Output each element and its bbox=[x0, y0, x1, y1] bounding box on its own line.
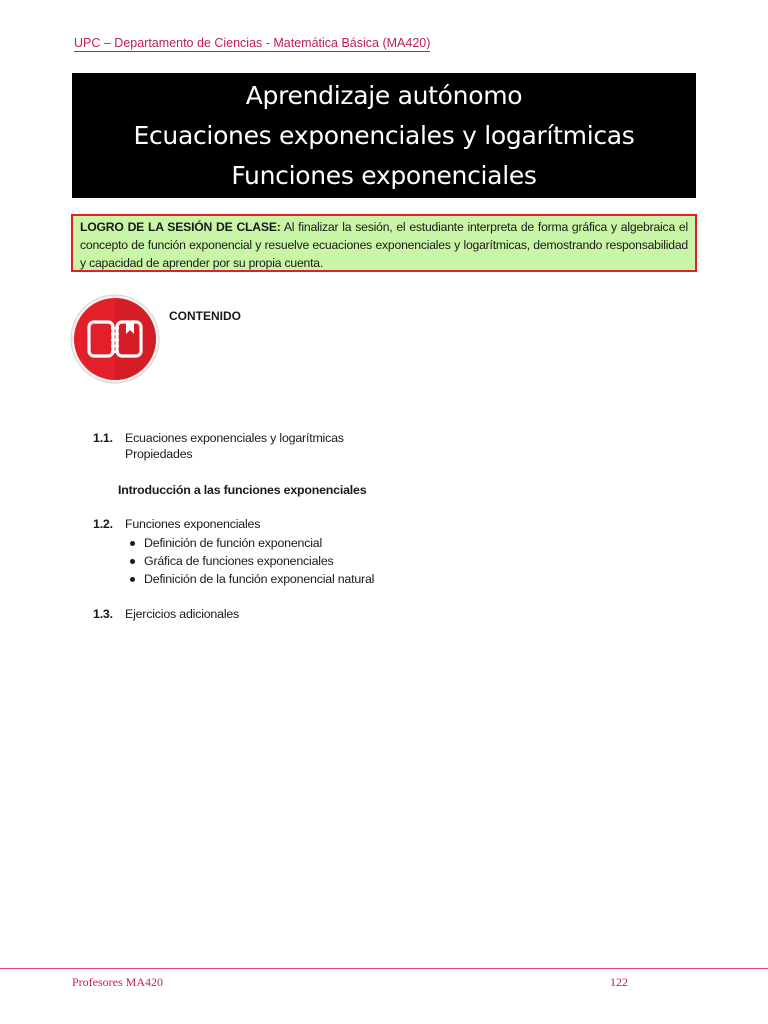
book-icon bbox=[70, 294, 160, 384]
section-title: Funciones exponenciales bbox=[125, 517, 261, 531]
list-item bbox=[128, 534, 374, 552]
bullet-icon bbox=[130, 541, 135, 546]
footer-divider bbox=[0, 968, 768, 969]
session-goal-text: Al finalizar la sesión, el estudiante interpreta de forma gráfica y algebraica el concepto de función exponencial y resuelve ecuaciones exponenciales y logarítmicas, demostrando responsabilidad y capacidad de aprender por su propia cuenta. bbox=[80, 220, 689, 270]
bullet-icon bbox=[130, 577, 135, 582]
section-1-1-sub: Propiedades bbox=[125, 447, 193, 461]
page-header: UPC – Departamento de Ciencias - Matemática Básica (MA420) bbox=[74, 36, 431, 50]
section-title: Ejercicios adicionales bbox=[125, 607, 240, 621]
footer-author: Profesores MA420 bbox=[72, 975, 163, 989]
bullet-icon bbox=[130, 559, 135, 564]
list-item-text: Definición de la función exponencial natural bbox=[144, 572, 375, 586]
section-1-1 bbox=[93, 431, 344, 445]
page-number: 122 bbox=[610, 975, 628, 989]
title-line-1: Aprendizaje autónomo bbox=[245, 81, 523, 110]
title-line-3: Funciones exponenciales bbox=[231, 161, 537, 190]
section-title: Ecuaciones exponenciales y logarítmicas bbox=[125, 431, 344, 445]
section-1-2-bullets bbox=[128, 534, 374, 588]
section-number: 1.3. bbox=[93, 607, 113, 621]
title-banner bbox=[72, 73, 696, 198]
section-1-2 bbox=[93, 517, 260, 531]
section-1-3 bbox=[93, 607, 239, 621]
session-goal-label: LOGRO DE LA SESIÓN DE CLASE: bbox=[80, 220, 281, 234]
section-number: 1.2. bbox=[93, 517, 113, 531]
list-item-text: Definición de función exponencial bbox=[144, 536, 323, 550]
session-goal-box bbox=[71, 214, 697, 272]
list-item bbox=[128, 552, 374, 570]
intro-heading: Introducción a las funciones exponenciales bbox=[118, 483, 367, 497]
list-item-text: Gráfica de funciones exponenciales bbox=[144, 554, 334, 568]
title-line-2: Ecuaciones exponenciales y logarítmicas bbox=[133, 121, 635, 150]
section-number: 1.1. bbox=[93, 431, 113, 445]
list-item bbox=[128, 570, 374, 588]
contents-label: CONTENIDO bbox=[169, 309, 241, 323]
